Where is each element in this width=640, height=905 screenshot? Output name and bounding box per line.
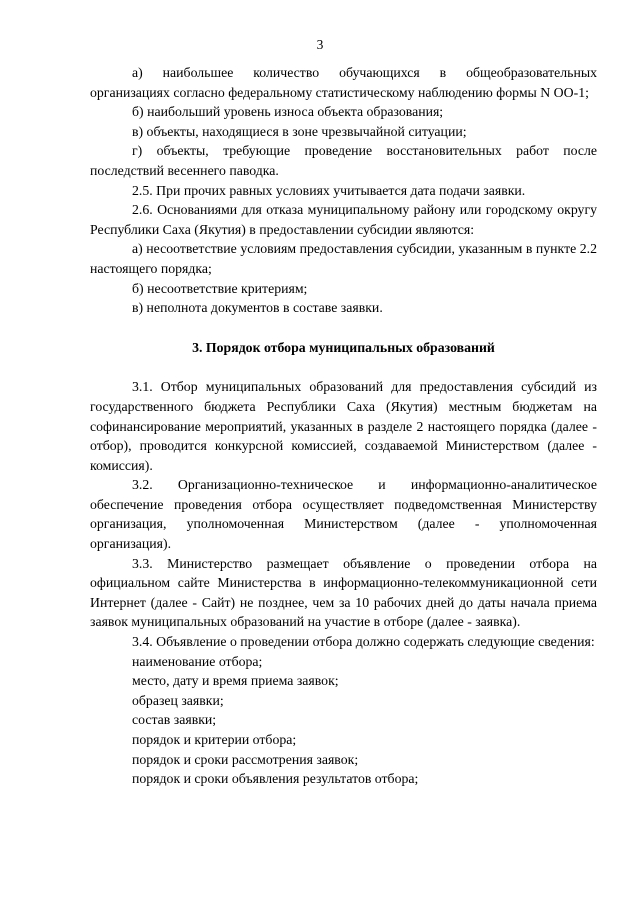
paragraph-criterion-b: б) наибольший уровень износа объекта образования;: [132, 104, 444, 120]
paragraph-2-6: 2.6. Основаниями для отказа муниципальному району или городскому округу Республики Саха (Якутия) в предоставлении субсидии являются:: [90, 202, 597, 237]
list-item: состав заявки;: [132, 712, 217, 728]
list-item: наименование отбора;: [132, 653, 263, 669]
paragraph-3-1: 3.1. Отбор муниципальных образований для предоставления субсидий из государственного бюджета Республики Саха (Якутия) местным бюджетам на софинансирование мероприятий, указанных в разделе 2 настоящего порядка (далее - отбор), проводится конкурсной комиссией, создаваемой Министерством (далее - комиссия).: [90, 379, 597, 473]
paragraph-criterion-c: в) объекты, находящиеся в зоне чрезвычайной ситуации;: [132, 123, 467, 139]
paragraph-criterion-a: а) наибольшее количество обучающихся в общеобразовательных организациях согласно федеральному статистическому наблюдению формы N ОО-1;: [90, 65, 597, 100]
announcement-contents-list: [90, 652, 597, 789]
section-3-heading: 3. Порядок отбора муниципальных образований: [192, 339, 495, 355]
paragraph-refusal-b: б) несоответствие критериям;: [132, 280, 308, 296]
document-body: [90, 63, 597, 789]
page-number: 3: [316, 37, 324, 52]
paragraph-refusal-c: в) неполнота документов в составе заявки.: [132, 300, 383, 316]
paragraph-3-2: 3.2. Организационно-техническое и информационно-аналитическое обеспечение проведения отбора осуществляет подведомственная Министерству организация, уполномоченная Министерством (далее - уполномоченная организация).: [90, 477, 597, 552]
list-item: порядок и сроки рассмотрения заявок;: [132, 751, 359, 767]
list-item: порядок и сроки объявления результатов отбора;: [132, 771, 419, 787]
paragraph-3-4: 3.4. Объявление о проведении отбора должно содержать следующие сведения:: [132, 634, 595, 650]
paragraph-criterion-d: г) объекты, требующие проведение восстановительных работ после последствий весеннего паводка.: [90, 143, 597, 178]
list-item: образец заявки;: [132, 692, 224, 708]
paragraph-2-5: 2.5. При прочих равных условиях учитывается дата подачи заявки.: [132, 182, 526, 198]
list-item: место, дату и время приема заявок;: [132, 673, 339, 689]
paragraph-3-3: 3.3. Министерство размещает объявление о проведении отбора на официальном сайте Министерства в информационно-телекоммуникационной сети Интернет (далее - Сайт) не позднее, чем за 10 рабочих дней до даты начала приема заявок муниципальных образований на участие в отборе (далее - заявка).: [90, 555, 597, 630]
list-item: порядок и критерии отбора;: [132, 732, 297, 747]
paragraph-refusal-a: а) несоответствие условиям предоставления субсидии, указанным в пункте 2.2 настоящего порядка;: [90, 241, 597, 276]
